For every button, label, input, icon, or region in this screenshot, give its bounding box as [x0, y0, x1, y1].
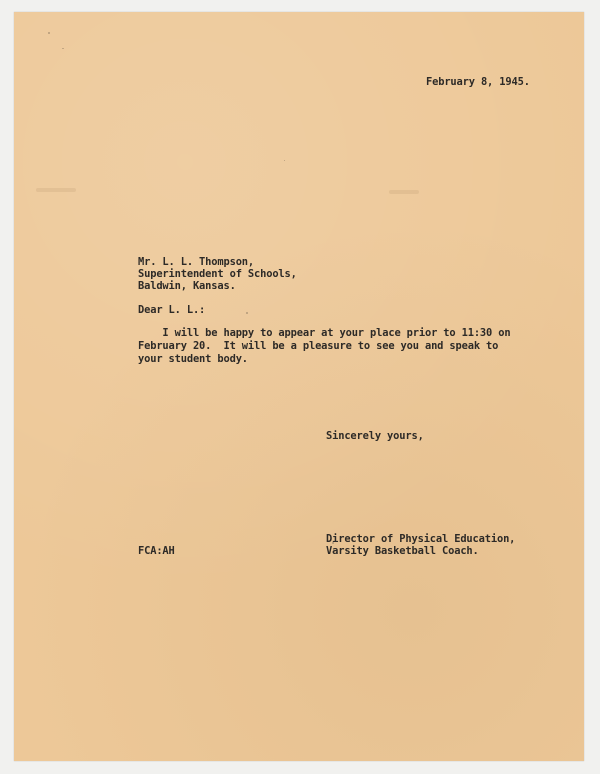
body-line: your student body. [138, 353, 248, 365]
initials: FCA:AH [138, 545, 175, 557]
signature-line-1: Director of Physical Education, [326, 533, 516, 545]
paper-speck [246, 312, 248, 314]
recipient-title: Superintendent of Schools, [138, 268, 297, 280]
body-line: February 20. It will be a pleasure to see you and speak to [138, 340, 499, 352]
closing: Sincerely yours, [326, 430, 424, 442]
show-through-mark [36, 188, 76, 192]
signature-line-2: Varsity Basketball Coach. [326, 545, 479, 557]
paper-speck [48, 32, 50, 34]
recipient-location: Baldwin, Kansas. [138, 280, 236, 292]
recipient-name: Mr. L. L. Thompson, [138, 256, 255, 268]
salutation: Dear L. L.: [138, 304, 206, 316]
letter-date: February 8, 1945. [426, 76, 530, 88]
paper-speck [62, 48, 64, 49]
show-through-mark [389, 190, 419, 194]
letter-paper [14, 12, 584, 761]
paper-speck [284, 160, 285, 161]
body-line: I will be happy to appear at your place prior to 11:30 on [138, 327, 511, 339]
